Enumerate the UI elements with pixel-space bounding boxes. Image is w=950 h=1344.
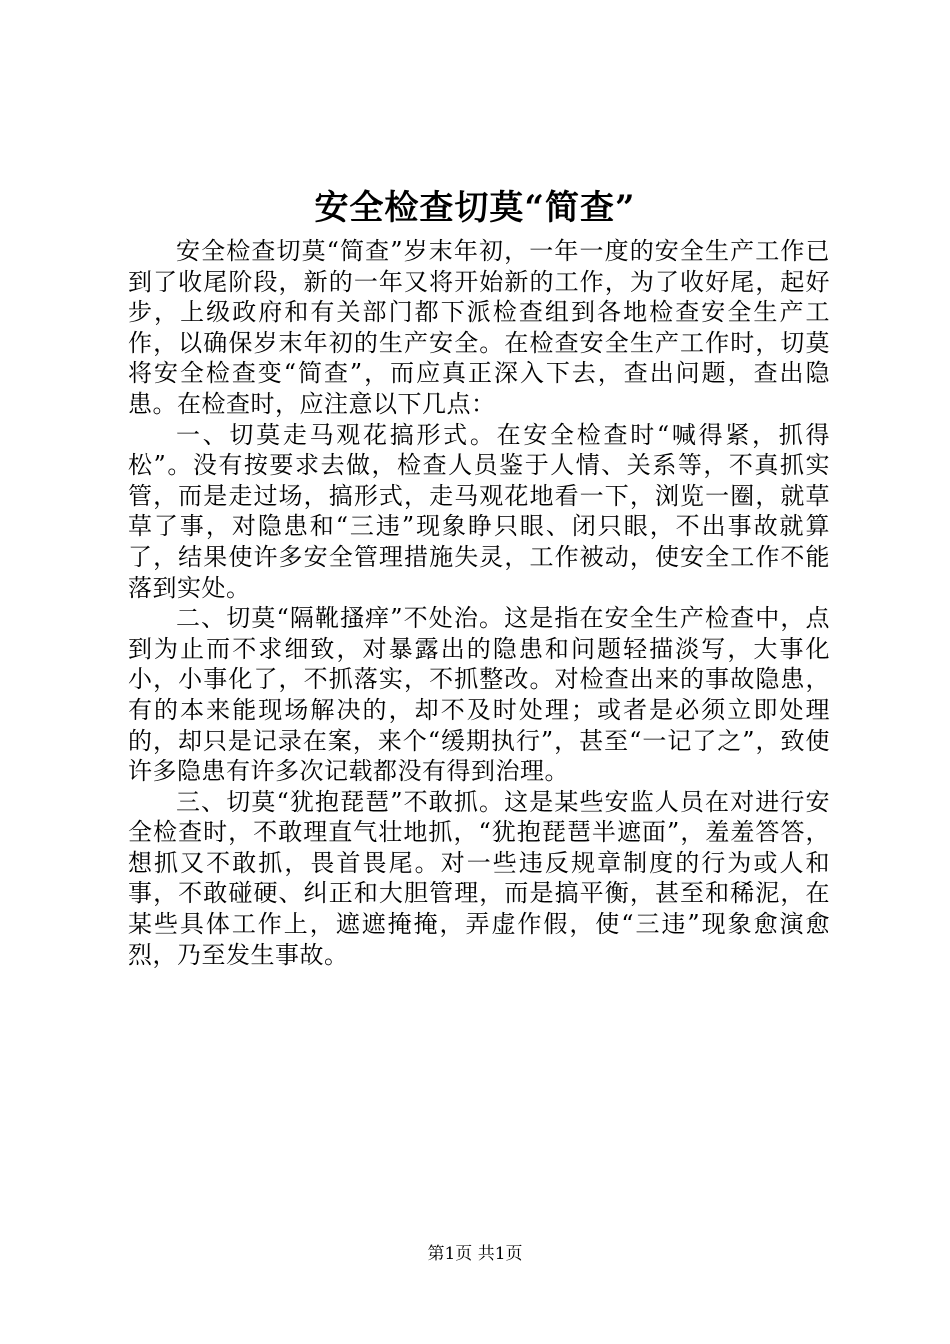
paragraph-point-2: 二、切莫“隔靴搔痒”不处治。这是指在安全生产检查中，点到为止而不求细致，对暴露出的隐患和问题轻描淡写，大事化小，小事化了，不抓落实，不抓整改。对检查出来的事故隐患，有的本来能现场解决的，却不及时处理；或者是必须立即处理的，却只是记录在案，来个“缓期执行”，甚至“一记了之”，致使许多隐患有许多次记载都没有得到治理。 (128, 604, 830, 786)
paragraph-point-3: 三、切莫“犹抱琵琶”不敢抓。这是某些安监人员在对进行安全检查时，不敢理直气壮地抓，“犹抱琵琶半遮面”，羞羞答答，想抓又不敢抓，畏首畏尾。对一些违反规章制度的行为或人和事，不敢碰硬、纠正和大胆管理，而是搞平衡，甚至和稀泥，在某些具体工作上，遮遮掩掩，弄虚作假，使“三违”现象愈演愈烈，乃至发生事故。 (128, 787, 830, 969)
document-title: 安全检查切莫“简查” (314, 188, 636, 228)
paragraph-point-1: 一、切莫走马观花搞形式。在安全检查时“喊得紧，抓得松”。没有按要求去做，检查人员鉴于人情、关系等，不真抓实管，而是走过场，搞形式，走马观花地看一下，浏览一圈，就草草了事，对隐患和“三违”现象睁只眼、闭只眼，不出事故就算了，结果使许多安全管理措施失灵，工作被动，使安全工作不能落到实处。 (128, 420, 830, 602)
page-footer: 第1页 共1页 (427, 1244, 523, 1264)
document-body (128, 236, 830, 970)
paragraph-intro: 安全检查切莫“简查”岁末年初，一年一度的安全生产工作已到了收尾阶段，新的一年又将开始新的工作，为了收好尾，起好步，上级政府和有关部门都下派检查组到各地检查安全生产工作，以确保岁末年初的生产安全。在检查安全生产工作时，切莫将安全检查变“简查”，而应真正深入下去，查出问题，查出隐患。在检查时，应注意以下几点： (128, 237, 830, 418)
